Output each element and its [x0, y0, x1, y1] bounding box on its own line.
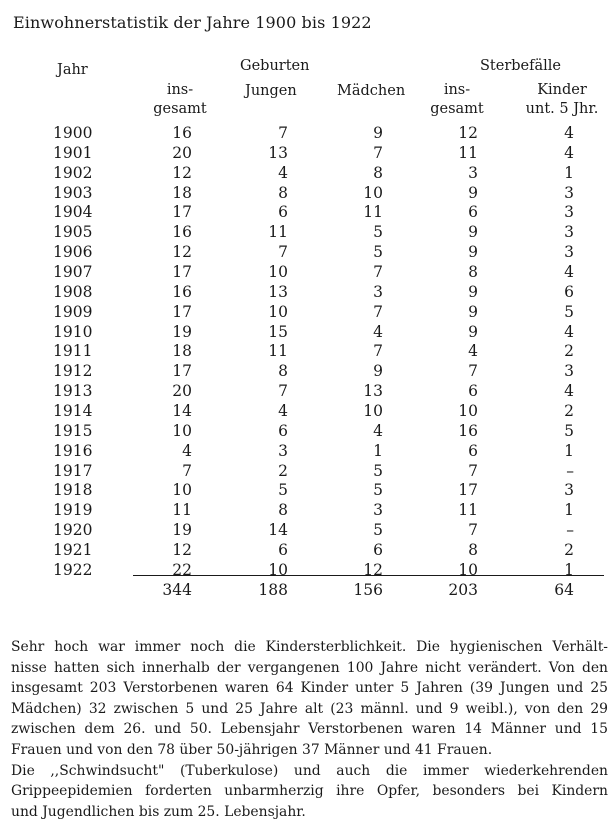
- girls-cell: 12: [363, 560, 383, 579]
- boys-cell: 14: [268, 521, 288, 539]
- children-deaths-cell: 3: [564, 183, 574, 202]
- children-deaths-cell: 3: [564, 223, 574, 242]
- children-deaths-cell: 3: [564, 243, 574, 262]
- header-children: Kinder unt. 5 Jhr.: [525, 82, 599, 117]
- boys-cell: 8: [278, 362, 288, 381]
- boys-cell: 7: [278, 243, 288, 262]
- boys-cell: 6: [278, 421, 288, 440]
- births-total-cell: 14: [172, 401, 192, 420]
- year-cell: 1906: [53, 243, 93, 262]
- year-cell: 1907: [53, 263, 93, 281]
- year-cell: 1911: [53, 342, 93, 361]
- boys-cell: 6: [278, 540, 288, 559]
- table-row: [0, 442, 614, 462]
- year-cell: 1905: [53, 223, 93, 242]
- children-deaths-cell: 2: [564, 401, 574, 420]
- paragraph-line: Grippeepidemien forderten unbarmherzig ihre Opfer, besonders bei Kindern: [11, 783, 608, 800]
- year-cell: 1902: [53, 163, 93, 182]
- deaths-total-cell: 8: [468, 263, 478, 281]
- children-deaths-cell: 3: [564, 362, 574, 381]
- year-cell: 1903: [53, 183, 93, 202]
- deaths-total-cell: 6: [468, 203, 478, 222]
- boys-cell: 11: [268, 342, 288, 361]
- births-total-cell: 7: [182, 461, 192, 480]
- body-paragraph: [11, 637, 608, 822]
- year-cell: 1916: [53, 441, 93, 460]
- deaths-total-cell: 7: [468, 461, 478, 480]
- deaths-total-cell: 10: [458, 401, 478, 420]
- children-deaths-cell: 1: [564, 560, 574, 579]
- girls-cell: 9: [373, 124, 383, 142]
- girls-cell: 5: [373, 481, 383, 500]
- year-cell: 1921: [53, 540, 93, 559]
- children-deaths-cell: –: [566, 521, 574, 539]
- girls-cell: 5: [373, 223, 383, 242]
- table-row: [0, 323, 614, 343]
- births-total-cell: 20: [172, 382, 192, 401]
- totals-row: [0, 581, 614, 601]
- table-row: [0, 561, 614, 581]
- girls-cell: 5: [373, 461, 383, 480]
- children-deaths-cell: 3: [564, 481, 574, 500]
- table-row: [0, 521, 614, 541]
- table-row: [0, 342, 614, 362]
- children-deaths-cell: –: [566, 461, 574, 480]
- girls-cell: 6: [373, 540, 383, 559]
- table-row: [0, 124, 614, 144]
- year-cell: 1913: [53, 382, 93, 401]
- boys-cell: 11: [268, 223, 288, 242]
- year-cell: 1915: [53, 421, 93, 440]
- paragraph-line: nisse hatten sich innerhalb der vergangenen 100 Jahre nicht verändert. Von den: [11, 659, 608, 676]
- deaths-total-cell: 8: [468, 540, 478, 559]
- year-cell: 1919: [53, 501, 93, 520]
- header-year: Jahr: [57, 62, 88, 78]
- boys-cell: 3: [278, 441, 288, 460]
- girls-cell: 7: [373, 302, 383, 321]
- page-title: Einwohnerstatistik der Jahre 1900 bis 1922: [13, 13, 372, 32]
- births-total-cell: 12: [172, 540, 192, 559]
- births-total-cell: 22: [172, 560, 192, 579]
- girls-cell: 7: [373, 143, 383, 162]
- girls-cell: 10: [363, 401, 383, 420]
- year-cell: 1901: [53, 143, 93, 162]
- girls-cell: 7: [373, 263, 383, 281]
- year-cell: 1904: [53, 203, 93, 222]
- children-deaths-cell: 1: [564, 501, 574, 520]
- header-deaths-total: ins- gesamt: [430, 82, 484, 117]
- deaths-total-cell: 7: [468, 362, 478, 381]
- children-deaths-cell: 4: [564, 143, 574, 162]
- table-row: [0, 243, 614, 263]
- children-deaths-cell: 4: [564, 322, 574, 341]
- deaths-total-cell: 6: [468, 382, 478, 401]
- header-births-group: Geburten: [240, 58, 310, 74]
- births-total-cell: 18: [172, 183, 192, 202]
- boys-cell: 5: [278, 481, 288, 500]
- header-births-total: ins- gesamt: [153, 82, 207, 117]
- deaths-total-cell: 10: [458, 560, 478, 579]
- births-total-cell: 10: [172, 421, 192, 440]
- table-row: [0, 303, 614, 323]
- deaths-total-cell: 11: [458, 501, 478, 520]
- boys-cell: 7: [278, 382, 288, 401]
- children-deaths-cell: 3: [564, 203, 574, 222]
- total-children: 64: [554, 581, 574, 599]
- births-total-cell: 10: [172, 481, 192, 500]
- boys-cell: 7: [278, 124, 288, 142]
- year-cell: 1912: [53, 362, 93, 381]
- births-total-cell: 16: [172, 223, 192, 242]
- year-cell: 1922: [53, 560, 93, 579]
- children-deaths-cell: 2: [564, 342, 574, 361]
- deaths-total-cell: 6: [468, 441, 478, 460]
- boys-cell: 13: [268, 143, 288, 162]
- children-deaths-cell: 1: [564, 163, 574, 182]
- girls-cell: 5: [373, 521, 383, 539]
- paragraph-line: Die ,,Schwindsucht" (Tuberkulose) und auch die immer wiederkehrenden: [11, 762, 608, 779]
- girls-cell: 11: [363, 203, 383, 222]
- children-deaths-cell: 4: [564, 124, 574, 142]
- girls-cell: 4: [373, 322, 383, 341]
- births-total-cell: 17: [172, 263, 192, 281]
- births-total-cell: 16: [172, 282, 192, 301]
- girls-cell: 5: [373, 243, 383, 262]
- boys-cell: 15: [268, 322, 288, 341]
- births-total-cell: 16: [172, 124, 192, 142]
- children-deaths-cell: 4: [564, 382, 574, 401]
- births-total-cell: 17: [172, 203, 192, 222]
- table-row: [0, 422, 614, 442]
- births-total-cell: 12: [172, 243, 192, 262]
- deaths-total-cell: 9: [468, 302, 478, 321]
- table-row: [0, 144, 614, 164]
- births-total-cell: 17: [172, 362, 192, 381]
- births-total-cell: 11: [172, 501, 192, 520]
- deaths-total-cell: 17: [458, 481, 478, 500]
- year-cell: 1918: [53, 481, 93, 500]
- girls-cell: 8: [373, 163, 383, 182]
- table-row: [0, 223, 614, 243]
- deaths-total-cell: 9: [468, 243, 478, 262]
- births-total-cell: 17: [172, 302, 192, 321]
- paragraph-line: Mädchen) 32 zwischen 5 und 25 Jahre alt (23 männl. und 9 weibl.), von den 29: [11, 700, 608, 717]
- boys-cell: 13: [268, 282, 288, 301]
- deaths-total-cell: 3: [468, 163, 478, 182]
- paragraph-line: zwischen dem 26. und 50. Lebensjahr Verstorbenen waren 14 Männer und 15: [11, 721, 608, 738]
- table-row: [0, 164, 614, 184]
- children-deaths-cell: 5: [564, 302, 574, 321]
- deaths-total-cell: 16: [458, 421, 478, 440]
- births-total-cell: 4: [182, 441, 192, 460]
- table-row: [0, 283, 614, 303]
- deaths-total-cell: 11: [458, 143, 478, 162]
- table-row: [0, 462, 614, 482]
- year-cell: 1920: [53, 521, 93, 539]
- table-row: [0, 382, 614, 402]
- boys-cell: 4: [278, 163, 288, 182]
- births-total-cell: 19: [172, 521, 192, 539]
- births-total-cell: 20: [172, 143, 192, 162]
- year-cell: 1917: [53, 461, 93, 480]
- header-girls: Mädchen: [337, 83, 406, 99]
- girls-cell: 10: [363, 183, 383, 202]
- deaths-total-cell: 4: [468, 342, 478, 361]
- year-cell: 1908: [53, 282, 93, 301]
- header-deaths-group: Sterbefälle: [480, 58, 562, 74]
- girls-cell: 4: [373, 421, 383, 440]
- boys-cell: 4: [278, 401, 288, 420]
- deaths-total-cell: 7: [468, 521, 478, 539]
- girls-cell: 3: [373, 501, 383, 520]
- table-row: [0, 402, 614, 422]
- paragraph-line: Sehr hoch war immer noch die Kindersterblichkeit. Die hygienischen Verhält-: [11, 639, 608, 655]
- girls-cell: 7: [373, 342, 383, 361]
- girls-cell: 13: [363, 382, 383, 401]
- table-row: [0, 481, 614, 501]
- children-deaths-cell: 1: [564, 441, 574, 460]
- year-cell: 1909: [53, 302, 93, 321]
- boys-cell: 8: [278, 501, 288, 520]
- table-row: [0, 263, 614, 283]
- children-deaths-cell: 6: [564, 282, 574, 301]
- births-total-cell: 12: [172, 163, 192, 182]
- boys-cell: 8: [278, 183, 288, 202]
- deaths-total-cell: 9: [468, 223, 478, 242]
- year-cell: 1910: [53, 322, 93, 341]
- year-cell: 1900: [53, 124, 93, 142]
- paragraph-line: und Jugendlichen bis zum 25. Lebensjahr.: [11, 803, 306, 820]
- deaths-total-cell: 9: [468, 322, 478, 341]
- boys-cell: 10: [268, 263, 288, 281]
- children-deaths-cell: 5: [564, 421, 574, 440]
- deaths-total-cell: 12: [458, 124, 478, 142]
- boys-cell: 10: [268, 560, 288, 579]
- deaths-total-cell: 9: [468, 282, 478, 301]
- totals-divider: [133, 575, 604, 576]
- births-total-cell: 18: [172, 342, 192, 361]
- boys-cell: 10: [268, 302, 288, 321]
- year-cell: 1914: [53, 401, 93, 420]
- table-row: [0, 501, 614, 521]
- total-deaths: 203: [448, 581, 478, 599]
- girls-cell: 3: [373, 282, 383, 301]
- paragraph-line: Frauen und von den 78 über 50-jährigen 37 Männer und 41 Frauen.: [11, 741, 493, 758]
- table-row: [0, 362, 614, 382]
- children-deaths-cell: 2: [564, 540, 574, 559]
- table-row: [0, 203, 614, 223]
- girls-cell: 9: [373, 362, 383, 381]
- total-boys: 188: [258, 581, 288, 599]
- table-row: [0, 541, 614, 561]
- table-row: [0, 184, 614, 204]
- deaths-total-cell: 9: [468, 183, 478, 202]
- paragraph-line: insgesamt 203 Verstorbenen waren 64 Kinder unter 5 Jahren (39 Jungen und 25: [11, 680, 608, 697]
- total-births: 344: [162, 581, 192, 599]
- births-total-cell: 19: [172, 322, 192, 341]
- total-girls: 156: [353, 581, 383, 599]
- boys-cell: 2: [278, 461, 288, 480]
- header-boys: Jungen: [245, 83, 297, 99]
- boys-cell: 6: [278, 203, 288, 222]
- children-deaths-cell: 4: [564, 263, 574, 281]
- girls-cell: 1: [373, 441, 383, 460]
